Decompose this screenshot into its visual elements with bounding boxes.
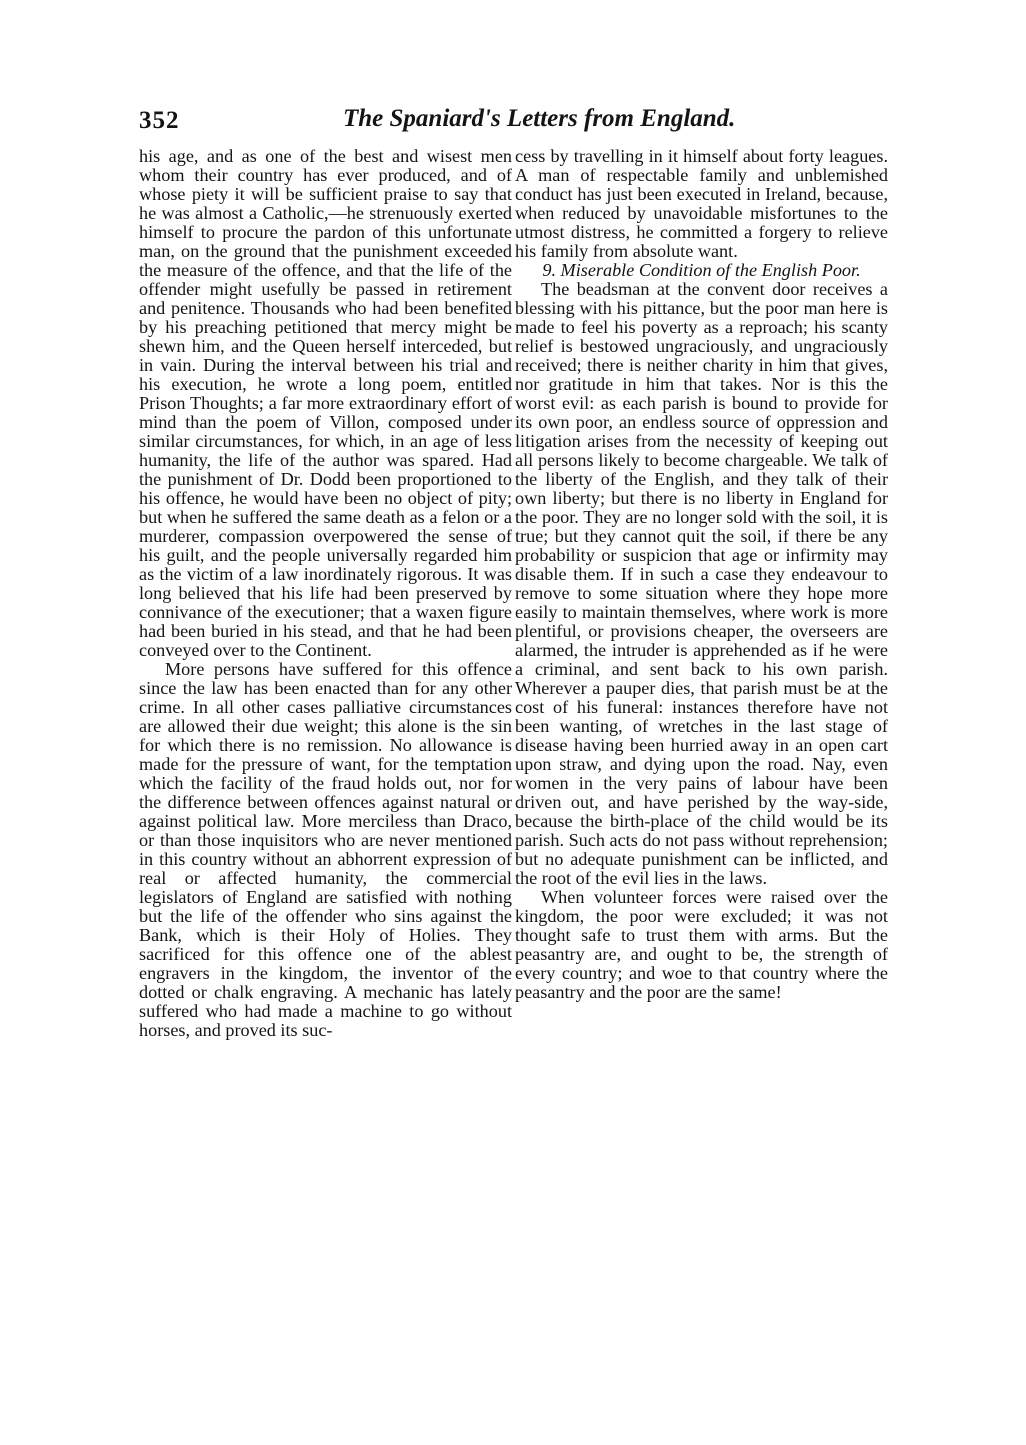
- paragraph: his age, and as one of the best and wisest men whom their country has ever produced, and of whose piety it will be sufficient praise to say that he was almost a Catholic,—he strenuously exerted himself to procure the pardon of this unfortunate man, on the ground that the punishment exceeded the measure of the offence, and that the life of the offender might usefully be passed in retirement and penitence. Thousands who had been benefited by his preaching petitioned that mercy might be shewn him, and the Queen herself interceded, but in vain. During the interval between his trial and his execution, he wrote a long poem, entitled Prison Thoughts; a far more extraordinary effort of mind than the poem of Villon, composed under similar circumstances, for which, in an age of less humanity, the life of the author was spared. Had the punishment of Dr. Dodd been proportioned to his offence, he would have been no object of pity; but when he suffered the same death as a felon or a murderer, compassion overpowered the sense of his guilt, and the people universally regarded him as the victim of a law inordinately rigorous. It was long believed that his life had been preserved by connivance of the executioner; that a waxen figure had been buried in his stead, and that he had been conveyed over to the Continent.: [139, 146, 512, 660]
- left-column: [139, 147, 512, 1040]
- page-number: 352: [139, 107, 180, 134]
- paragraph: When volunteer forces were raised over the kingdom, the poor were excluded; it was not thought safe to trust them with arms. But the peasantry are, and ought to be, the strength of every country; and woe to that country where the peasantry and the poor are the same!: [515, 887, 888, 1002]
- paragraph: The beadsman at the convent door receives a blessing with his pittance, but the poor man here is made to feel his poverty as a reproach; his scanty relief is bestowed ungraciously, and ungraciously received; there is neither charity in him that gives, nor gratitude in him that takes. Nor is this the worst evil: as each parish is bound to provide for its own poor, an endless source of oppression and litigation arises from the necessity of keeping out all persons likely to become chargeable. We talk of the liberty of the English, and they talk of their own liberty; but there is no liberty in England for the poor. They are no longer sold with the soil, it is true; but they cannot quit the soil, if there be any probability or suspicion that age or infirmity may disable them. If in such a case they endeavour to remove to some situation where they hope more easily to maintain themselves, where work is more plentiful, or provisions cheaper, the overseers are alarmed, the intruder is apprehended as if he were a criminal, and sent back to his own parish. Wherever a pauper dies, that parish must be at the cost of his funeral: instances therefore have not been wanting, of wretches in the last stage of disease having been hurried away in an open cart upon straw, and dying upon the road. Nay, even women in the very pains of labour have been driven out, and have perished by the way-side, because the birth-place of the child would be its parish. Such acts do not pass without reprehension; but no adequate punishment can be inflicted, and the root of the evil lies in the laws.: [515, 279, 888, 888]
- paragraph-continued: cess by travelling in it himself about forty leagues. A man of respectable family and unblemished conduct has just been executed in Ireland, because, when reduced by unavoidable misfortunes to the utmost distress, he committed a forgery to relieve his family from absolute want.: [515, 146, 888, 261]
- section-heading: 9. Miserable Condition of the English Poor.: [542, 260, 861, 280]
- right-column: [515, 147, 888, 1002]
- paragraph: More persons have suffered for this offence since the law has been enacted than for any other crime. In all other cases palliative circumstances are allowed their due weight; this alone is the sin for which there is no remission. No allowance is made for the pressure of want, for the temptation which the facility of the fraud holds out, nor for the difference between offences against natural or against political law. More merciless than Draco, or than those inquisitors who are never mentioned in this country without an abhorrent expression of real or affected humanity, the commercial legislators of England are satisfied with nothing but the life of the offender who sins against the Bank, which is their Holy of Holies. They sacrificed for this offence one of the ablest engravers in the kingdom, the inventor of the dotted or chalk engraving. A mechanic has lately suffered who had made a machine to go without horses, and proved its suc-: [139, 659, 512, 1040]
- running-title: The Spaniard's Letters from England.: [343, 105, 736, 132]
